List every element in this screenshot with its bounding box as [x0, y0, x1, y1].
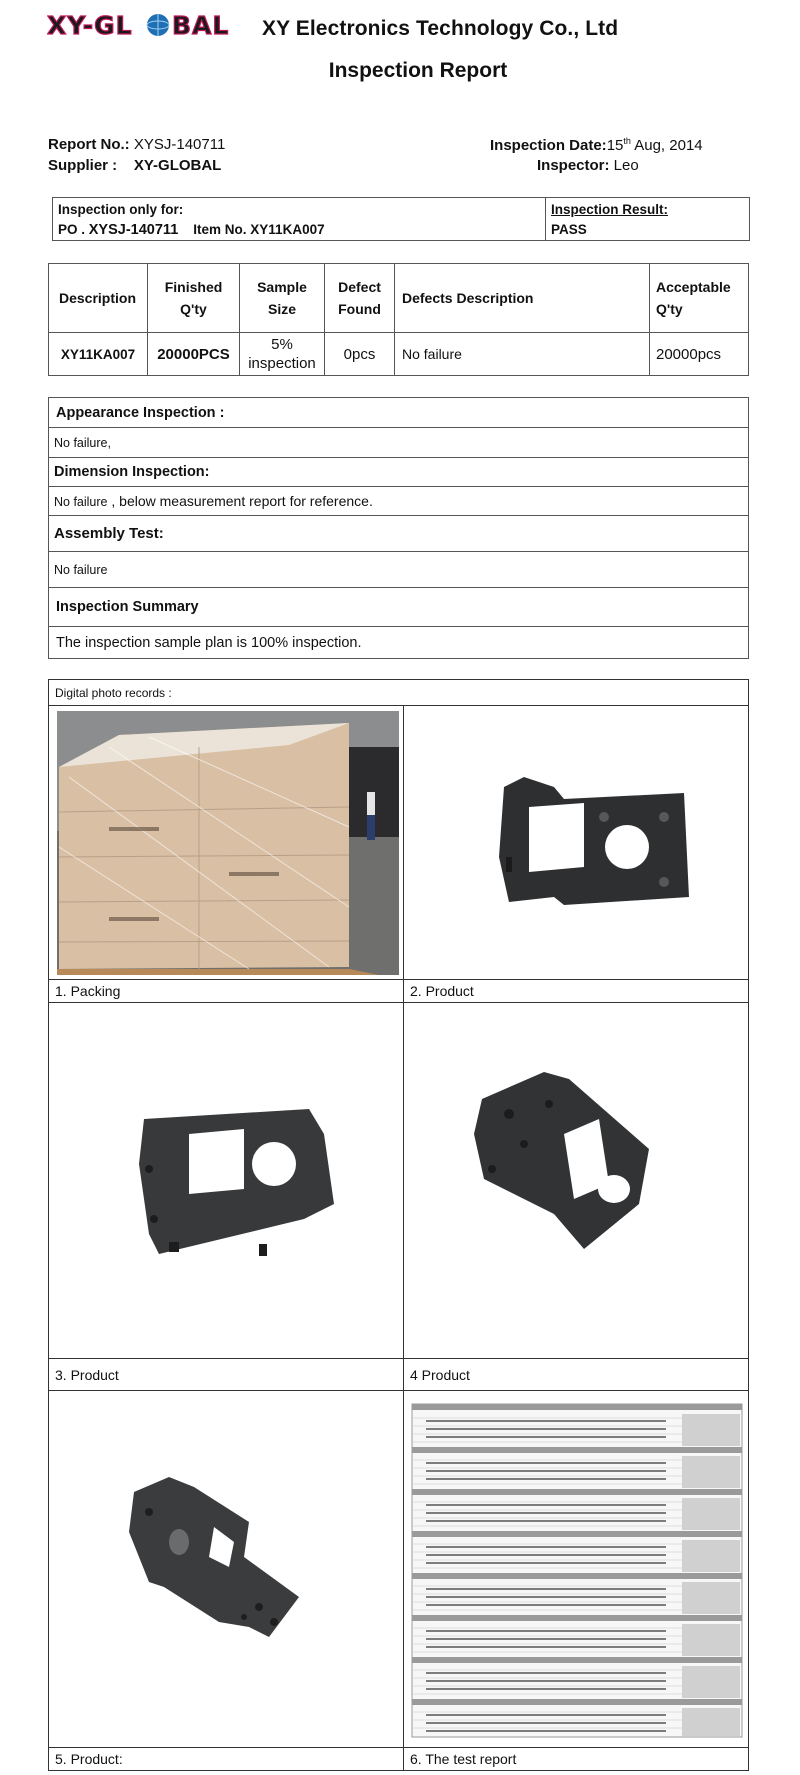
photo-cell-2 — [404, 706, 749, 980]
caption-5: 5. Product: — [49, 1748, 404, 1771]
scope-label: Inspection only for: — [58, 202, 184, 217]
product-photo-2 — [404, 707, 748, 979]
header-acceptable-qty: Acceptable Q'ty — [650, 264, 749, 333]
report-title: Inspection Report — [328, 59, 508, 82]
cell-defect-found: 0pcs — [325, 333, 395, 376]
photo-cell-1 — [49, 706, 404, 980]
header-defect-found: Defect Found — [325, 264, 395, 333]
summary-table — [48, 263, 749, 376]
product-photo-4 — [404, 1004, 748, 1358]
test-report-image — [404, 1392, 748, 1747]
company-logo — [47, 9, 247, 43]
summary-text: The inspection sample plan is 100% inspection. — [49, 627, 749, 659]
caption-3: 3. Product — [49, 1359, 404, 1391]
dimension-text: No failure , below measurement report for reference. — [49, 487, 749, 516]
caption-1: 1. Packing — [49, 980, 404, 1003]
svg-text:XY-GL: XY-GL — [47, 11, 133, 40]
cell-acceptable-qty: 20000pcs — [650, 333, 749, 376]
svg-text:BAL: BAL — [172, 11, 230, 40]
caption-6: 6. The test report — [404, 1748, 749, 1771]
header-description: Description — [49, 264, 148, 333]
cell-finished-qty: 20000PCS — [148, 333, 240, 376]
caption-4: 4 Product — [404, 1359, 749, 1391]
caption-2: 2. Product — [404, 980, 749, 1003]
appearance-text: No failure, — [49, 428, 749, 458]
header-defects-description: Defects Description — [395, 264, 650, 333]
photo-cell-3 — [49, 1003, 404, 1359]
inspection-date: Inspection Date:15th Aug, 2014 — [490, 136, 703, 154]
result-value: PASS — [551, 222, 587, 237]
cell-defects-description: No failure — [395, 333, 650, 376]
scope-po: PO . XYSJ-140711 Item No. XY11KA007 — [58, 222, 325, 238]
header-sample-size: Sample Size — [240, 264, 325, 333]
photo-records — [48, 679, 749, 1771]
photo-heading: Digital photo records : — [49, 680, 749, 706]
appearance-title: Appearance Inspection : — [49, 398, 749, 428]
summary-title: Inspection Summary — [49, 588, 749, 627]
company-name: XY Electronics Technology Co., Ltd — [262, 17, 619, 40]
packing-photo — [49, 707, 402, 979]
summary-data-row — [49, 333, 749, 376]
report-no: Report No.: XYSJ-140711 — [48, 136, 226, 153]
assembly-title: Assembly Test: — [49, 516, 749, 552]
inspection-sections — [48, 397, 749, 659]
assembly-text: No failure — [49, 552, 749, 588]
result-label: Inspection Result: — [551, 202, 669, 217]
photo-cell-4 — [404, 1003, 749, 1359]
cell-sample-size: 5% inspection — [240, 333, 325, 376]
product-photo-3 — [49, 1004, 402, 1358]
summary-header-row — [49, 264, 749, 333]
photo-cell-6 — [404, 1391, 749, 1748]
header-finished-qty: Finished Q'ty — [148, 264, 240, 333]
scope-box — [52, 197, 750, 241]
dimension-title: Dimension Inspection: — [49, 458, 749, 487]
supplier: Supplier : XY-GLOBAL — [48, 157, 222, 174]
product-photo-5 — [49, 1392, 402, 1747]
inspector: Inspector: Leo — [537, 157, 639, 174]
cell-description: XY11KA007 — [49, 333, 148, 376]
photo-cell-5 — [49, 1391, 404, 1748]
